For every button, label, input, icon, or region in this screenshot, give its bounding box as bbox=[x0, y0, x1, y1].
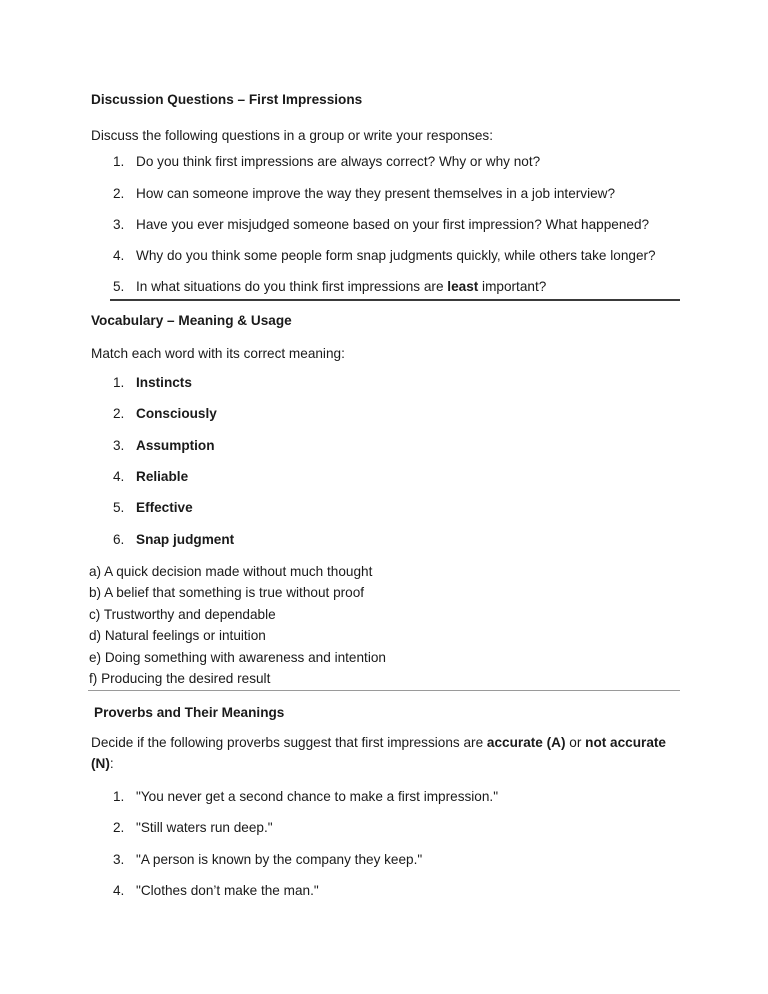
question-text: Why do you think some people form snap judgments quickly, while others take longer? bbox=[136, 248, 656, 263]
question-text bbox=[136, 278, 546, 296]
instruction-text: : bbox=[109, 756, 114, 771]
vocabulary-instruction: Match each word with its correct meaning: bbox=[91, 346, 345, 361]
definition-item: a) A quick decision made without much thought bbox=[89, 564, 373, 579]
list-number: 2. bbox=[113, 186, 125, 201]
question-text-part: important? bbox=[478, 279, 547, 294]
proverb-text: "Clothes don’t make the man." bbox=[136, 883, 319, 898]
list-number: 2. bbox=[113, 820, 125, 835]
proverb-text: "Still waters run deep." bbox=[136, 820, 273, 835]
instruction-text: Decide if the following proverbs suggest that first impressions are bbox=[91, 735, 487, 750]
question-text-part: In what situations do you think first impressions are bbox=[136, 279, 448, 294]
question-text: Do you think first impressions are always correct? Why or why not? bbox=[136, 154, 541, 169]
list-number: 4. bbox=[113, 469, 125, 484]
definition-item: f) Producing the desired result bbox=[89, 671, 271, 686]
proverbs-instruction-line1 bbox=[91, 734, 666, 752]
instruction-text: or bbox=[565, 735, 586, 750]
section-divider bbox=[88, 690, 680, 691]
vocab-word: Effective bbox=[136, 500, 193, 515]
vocab-word: Instincts bbox=[136, 375, 192, 390]
vocab-word: Snap judgment bbox=[136, 532, 235, 547]
discussion-heading: Discussion Questions – First Impressions bbox=[91, 92, 363, 107]
question-text: How can someone improve the way they present themselves in a job interview? bbox=[136, 186, 616, 201]
vocab-word: Assumption bbox=[136, 438, 215, 453]
list-number: 6. bbox=[113, 532, 125, 547]
proverbs-heading: Proverbs and Their Meanings bbox=[94, 705, 285, 720]
list-number: 3. bbox=[113, 852, 125, 867]
proverbs-instruction-line2 bbox=[91, 755, 114, 773]
list-number: 4. bbox=[113, 248, 125, 263]
list-number: 2. bbox=[113, 406, 125, 421]
emphasis-not-accurate: not accurate bbox=[585, 735, 666, 750]
list-number: 5. bbox=[113, 279, 125, 294]
emphasis-least: least bbox=[447, 279, 479, 294]
list-number: 1. bbox=[113, 375, 125, 390]
vocab-word: Consciously bbox=[136, 406, 217, 421]
list-number: 3. bbox=[113, 217, 125, 232]
vocab-word: Reliable bbox=[136, 469, 189, 484]
emphasis-n: (N) bbox=[91, 756, 110, 771]
emphasis-accurate: accurate (A) bbox=[486, 735, 566, 750]
definition-item: d) Natural feelings or intuition bbox=[89, 628, 266, 643]
list-number: 4. bbox=[113, 883, 125, 898]
discussion-instruction: Discuss the following questions in a group or write your responses: bbox=[91, 128, 493, 143]
definition-item: e) Doing something with awareness and intention bbox=[89, 650, 386, 665]
list-number: 1. bbox=[113, 154, 125, 169]
proverb-text: "A person is known by the company they keep." bbox=[136, 852, 423, 867]
list-number: 5. bbox=[113, 500, 125, 515]
definition-item: b) A belief that something is true without proof bbox=[89, 585, 365, 600]
list-number: 3. bbox=[113, 438, 125, 453]
question-text: Have you ever misjudged someone based on your first impression? What happened? bbox=[136, 217, 650, 232]
vocabulary-heading: Vocabulary – Meaning & Usage bbox=[91, 313, 292, 328]
section-divider bbox=[110, 299, 680, 301]
list-number: 1. bbox=[113, 789, 125, 804]
proverb-text: "You never get a second chance to make a first impression." bbox=[136, 789, 499, 804]
definition-item: c) Trustworthy and dependable bbox=[89, 607, 276, 622]
